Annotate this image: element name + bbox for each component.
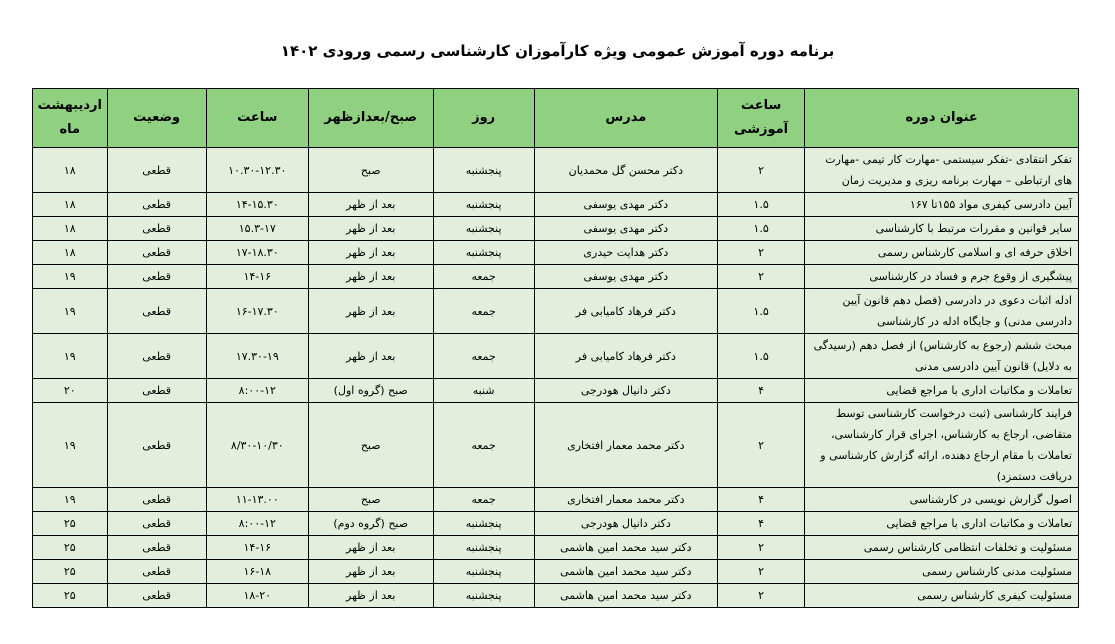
cell-date: ۲۵ — [33, 536, 108, 560]
table-row — [33, 289, 1079, 334]
cell-instructor: دکتر مهدی یوسفی — [534, 265, 717, 289]
cell-date: ۱۸ — [33, 193, 108, 217]
cell-date: ۱۹ — [33, 265, 108, 289]
header-time: ساعت — [206, 89, 308, 148]
header-ampm: صبح/بعدازظهر — [308, 89, 433, 148]
cell-hours: ۴ — [717, 379, 804, 403]
cell-instructor: دکتر دانیال هودرجی — [534, 379, 717, 403]
cell-time: ۱۶-۱۸ — [206, 560, 308, 584]
cell-day: جمعه — [433, 488, 534, 512]
cell-instructor: دکتر فرهاد کامیابی فر — [534, 334, 717, 379]
cell-hours: ۱.۵ — [717, 217, 804, 241]
cell-hours: ۲ — [717, 265, 804, 289]
cell-instructor: دکتر سید محمد امین هاشمی — [534, 560, 717, 584]
cell-status: قطعی — [107, 560, 206, 584]
cell-instructor: دکتر مهدی یوسفی — [534, 193, 717, 217]
cell-ampm: بعد از ظهر — [308, 334, 433, 379]
table-row — [33, 403, 1079, 488]
cell-ampm: بعد از ظهر — [308, 560, 433, 584]
cell-time: ۱۰.۳۰-۱۲.۳۰ — [206, 148, 308, 193]
cell-status: قطعی — [107, 289, 206, 334]
cell-hours: ۲ — [717, 241, 804, 265]
table-row — [33, 265, 1079, 289]
cell-course: تعاملات و مکاتبات اداری با مراجع قضایی — [805, 379, 1079, 403]
cell-hours: ۱.۵ — [717, 193, 804, 217]
cell-status: قطعی — [107, 217, 206, 241]
cell-instructor: دکتر هدایت حیدری — [534, 241, 717, 265]
cell-day: پنجشنبه — [433, 241, 534, 265]
table-row — [33, 488, 1079, 512]
table-row — [33, 241, 1079, 265]
cell-day: پنجشنبه — [433, 193, 534, 217]
table-row — [33, 148, 1079, 193]
cell-status: قطعی — [107, 584, 206, 608]
table-row — [33, 379, 1079, 403]
cell-date: ۱۸ — [33, 241, 108, 265]
cell-status: قطعی — [107, 488, 206, 512]
cell-ampm: صبح — [308, 488, 433, 512]
cell-hours: ۲ — [717, 560, 804, 584]
cell-course: مسئولیت مدنی کارشناس رسمی — [805, 560, 1079, 584]
cell-time: ۸:۰۰-۱۲ — [206, 512, 308, 536]
cell-day: پنجشنبه — [433, 584, 534, 608]
cell-course: مبحث ششم (رجوع به کارشناس) از فصل دهم (رسیدگی به دلایل) قانون آیین دادرسی مدنی — [805, 334, 1079, 379]
table-row — [33, 560, 1079, 584]
cell-date: ۱۹ — [33, 289, 108, 334]
cell-course: فرایند کارشناسی (ثبت درخواست کارشناسی توسط متقاضی، ارجاع به کارشناس، اجرای قرار کارشناسی، تعاملات با مقام ارجاع دهنده، ارائه گزارش کارشناسی و دریافت دستمزد) — [805, 403, 1079, 488]
cell-status: قطعی — [107, 512, 206, 536]
cell-course: اخلاق حرفه ای و اسلامی کارشناس رسمی — [805, 241, 1079, 265]
cell-day: جمعه — [433, 403, 534, 488]
cell-ampm: بعد از ظهر — [308, 536, 433, 560]
cell-instructor: دکتر سید محمد امین هاشمی — [534, 584, 717, 608]
cell-course: تعاملات و مکاتبات اداری با مراجع قضایی — [805, 512, 1079, 536]
cell-hours: ۲ — [717, 584, 804, 608]
cell-day: پنجشنبه — [433, 536, 534, 560]
header-day: روز — [433, 89, 534, 148]
cell-ampm: صبح — [308, 148, 433, 193]
cell-day: جمعه — [433, 334, 534, 379]
cell-status: قطعی — [107, 403, 206, 488]
cell-day: پنجشنبه — [433, 148, 534, 193]
page-title: برنامه دوره آموزش عمومی ویژه کارآموزان کارشناسی رسمی ورودی ۱۴۰۲ — [280, 42, 835, 60]
cell-time: ۱۴-۱۵.۳۰ — [206, 193, 308, 217]
header-row — [33, 89, 1079, 148]
cell-date: ۲۵ — [33, 584, 108, 608]
cell-time: ۱۷.۳۰-۱۹ — [206, 334, 308, 379]
cell-time: ۱۸-۲۰ — [206, 584, 308, 608]
cell-instructor: دکتر محمد معمار افتخاری — [534, 488, 717, 512]
cell-ampm: بعد از ظهر — [308, 289, 433, 334]
cell-instructor: دکتر فرهاد کامیابی فر — [534, 289, 717, 334]
cell-day: جمعه — [433, 289, 534, 334]
cell-course: اصول گزارش نویسی در کارشناسی — [805, 488, 1079, 512]
cell-day: پنجشنبه — [433, 560, 534, 584]
cell-date: ۲۵ — [33, 560, 108, 584]
cell-time: ۱۱-۱۳.۰۰ — [206, 488, 308, 512]
cell-ampm: صبح — [308, 403, 433, 488]
cell-ampm: بعد از ظهر — [308, 241, 433, 265]
cell-hours: ۴ — [717, 512, 804, 536]
cell-hours: ۲ — [717, 536, 804, 560]
cell-status: قطعی — [107, 241, 206, 265]
schedule-table — [32, 88, 1079, 608]
cell-ampm: صبح (گروه اول) — [308, 379, 433, 403]
cell-ampm: صبح (گروه دوم) — [308, 512, 433, 536]
header-status: وضعیت — [107, 89, 206, 148]
table-row — [33, 193, 1079, 217]
cell-course: آیین دادرسی کیفری مواد ۱۵۵تا ۱۶۷ — [805, 193, 1079, 217]
cell-instructor: دکتر محمد معمار افتخاری — [534, 403, 717, 488]
header-date: اردیبهشت ماه — [33, 89, 108, 148]
cell-ampm: بعد از ظهر — [308, 217, 433, 241]
table-row — [33, 512, 1079, 536]
cell-time: ۱۴-۱۶ — [206, 536, 308, 560]
cell-course: مسئولیت و تخلفات انتظامی کارشناس رسمی — [805, 536, 1079, 560]
cell-time: ۱۷-۱۸.۳۰ — [206, 241, 308, 265]
header-instructor: مدرس — [534, 89, 717, 148]
cell-course: سایر قوانین و مقررات مرتبط با کارشناسی — [805, 217, 1079, 241]
cell-date: ۱۸ — [33, 148, 108, 193]
table-row — [33, 536, 1079, 560]
cell-status: قطعی — [107, 334, 206, 379]
cell-date: ۱۹ — [33, 334, 108, 379]
cell-course: ادله اثبات دعوی در دادرسی (فصل دهم قانون آیین دادرسی مدنی) و جایگاه ادله در کارشناسی — [805, 289, 1079, 334]
table-row — [33, 217, 1079, 241]
cell-day: پنجشنبه — [433, 512, 534, 536]
cell-date: ۲۰ — [33, 379, 108, 403]
cell-hours: ۱.۵ — [717, 289, 804, 334]
cell-date: ۱۸ — [33, 217, 108, 241]
cell-instructor: دکتر محسن گل محمدیان — [534, 148, 717, 193]
cell-day: شنبه — [433, 379, 534, 403]
table-row — [33, 584, 1079, 608]
cell-hours: ۲ — [717, 148, 804, 193]
cell-status: قطعی — [107, 193, 206, 217]
cell-ampm: بعد از ظهر — [308, 193, 433, 217]
cell-course: تفکر انتقادی -تفکر سیستمی -مهارت کار تیمی -مهارت های ارتباطی – مهارت برنامه ریزی و مدیریت زمان — [805, 148, 1079, 193]
cell-time: ۸/۳۰-۱۰/۳۰ — [206, 403, 308, 488]
cell-ampm: بعد از ظهر — [308, 584, 433, 608]
cell-date: ۱۹ — [33, 488, 108, 512]
table-row — [33, 334, 1079, 379]
header-course: عنوان دوره — [805, 89, 1079, 148]
cell-course: مسئولیت کیفری کارشناس رسمی — [805, 584, 1079, 608]
cell-ampm: بعد از ظهر — [308, 265, 433, 289]
cell-instructor: دکتر دانیال هودرجی — [534, 512, 717, 536]
cell-time: ۱۵.۳-۱۷ — [206, 217, 308, 241]
cell-status: قطعی — [107, 536, 206, 560]
cell-day: پنجشنبه — [433, 217, 534, 241]
cell-time: ۱۴-۱۶ — [206, 265, 308, 289]
header-hours: ساعت آموزشی — [717, 89, 804, 148]
cell-status: قطعی — [107, 379, 206, 403]
cell-hours: ۱.۵ — [717, 334, 804, 379]
cell-status: قطعی — [107, 148, 206, 193]
cell-course: پیشگیری از وقوع جرم و فساد در کارشناسی — [805, 265, 1079, 289]
cell-time: ۱۶-۱۷.۳۰ — [206, 289, 308, 334]
cell-day: جمعه — [433, 265, 534, 289]
cell-time: ۸:۰۰-۱۲ — [206, 379, 308, 403]
cell-hours: ۴ — [717, 488, 804, 512]
cell-instructor: دکتر مهدی یوسفی — [534, 217, 717, 241]
cell-date: ۱۹ — [33, 403, 108, 488]
cell-hours: ۲ — [717, 403, 804, 488]
cell-instructor: دکتر سید محمد امین هاشمی — [534, 536, 717, 560]
cell-status: قطعی — [107, 265, 206, 289]
cell-date: ۲۵ — [33, 512, 108, 536]
